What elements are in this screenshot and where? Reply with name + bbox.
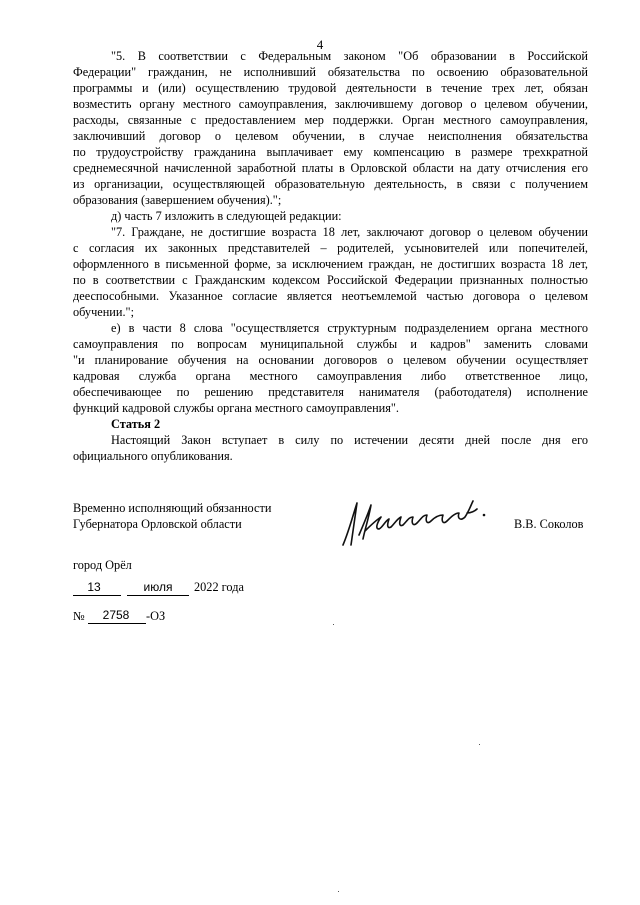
signatory-name: В.В. Соколов (514, 517, 584, 531)
body-line: образования (завершением обучения)."; (73, 193, 282, 207)
date-year: 2022 года (194, 580, 244, 594)
body-line: д) часть 7 изложить в следующей редакции: (111, 209, 342, 223)
body-line: программы и (или) осуществлению трудовой деятельности в течение трех лет, обязан (73, 81, 588, 95)
scan-speck (338, 891, 339, 892)
body-line: возместить органу местного самоуправления, заключившему договор о целевом обучении, (73, 97, 588, 111)
body-line: "и планирование обучения на основании договоров о целевом обучении осуществляет (73, 353, 588, 367)
body-line: среднемесячной начисленной заработной платы в Орловской области на дату отчисления его (73, 161, 588, 175)
body-line: е) в части 8 слова "осуществляется структурным подразделением органа местного (111, 321, 588, 335)
article-line: Настоящий Закон вступает в силу по истечении десяти дней после дня его (111, 433, 588, 447)
article-heading: Статья 2 (111, 417, 161, 431)
body-line: функций кадровой службы органа местного самоуправления". (73, 401, 400, 415)
body-line: заключивший договор о целевом обучении, в случае неисполнения обязательства (73, 129, 588, 143)
body-line: расходы, связанные с предоставлением мер поддержки. Орган местного самоуправления, (73, 113, 588, 127)
body-line: из организации, осуществляющей образовательную деятельность, в связи с получением (73, 177, 588, 191)
body-line: по в соответствии с Гражданским кодексом Российской Федерации признанных полностью (73, 273, 588, 287)
date-day: 13 (87, 580, 101, 594)
date-month: июля (143, 580, 173, 594)
body-line: дееспособными. Указанное согласие является неотъемлемой частью договора о целевом (73, 289, 588, 303)
scan-speck (479, 744, 480, 745)
body-line: кадровая служба органа местного самоуправления либо ответственное лицо, (73, 369, 588, 383)
signatory-position: Временно исполняющий обязанности (73, 501, 272, 515)
article-line: официального опубликования. (73, 449, 233, 463)
body-line: "5. В соответствии с Федеральным законом "Об образовании в Российской (111, 49, 588, 63)
number-sign: № (73, 609, 85, 623)
signature-image (335, 495, 495, 555)
body-line: "7. Граждане, не достигшие возраста 18 лет, заключают договор о целевом обучении (111, 225, 588, 239)
body-line: самоуправления по вопросам муниципальной службы и кадров" заменить словами (73, 337, 588, 351)
body-line: с согласия их законных представителей – родителей, усыновителей или попечителей, (73, 241, 588, 255)
place: город Орёл (73, 558, 132, 572)
scan-speck (333, 624, 334, 625)
body-line: по трудоустройству гражданина выплачивает ему компенсацию в размере трехкратной (73, 145, 588, 159)
body-line: Федерации" гражданин, не исполнивший обязательства по освоению образовательной (73, 65, 588, 79)
body-line: обучении."; (73, 305, 134, 319)
body-line: обеспечивающее по решению представителя нанимателя (работодателя) исполнение (73, 385, 588, 399)
number-suffix: -ОЗ (146, 609, 166, 623)
number-value: 2758 (102, 608, 130, 622)
body-line: оформленного в письменной форме, за исключением граждан, не достигших возраста 18 лет, (73, 257, 588, 271)
page-number: 4 (316, 37, 324, 52)
signatory-position: Губернатора Орловской области (73, 517, 242, 531)
